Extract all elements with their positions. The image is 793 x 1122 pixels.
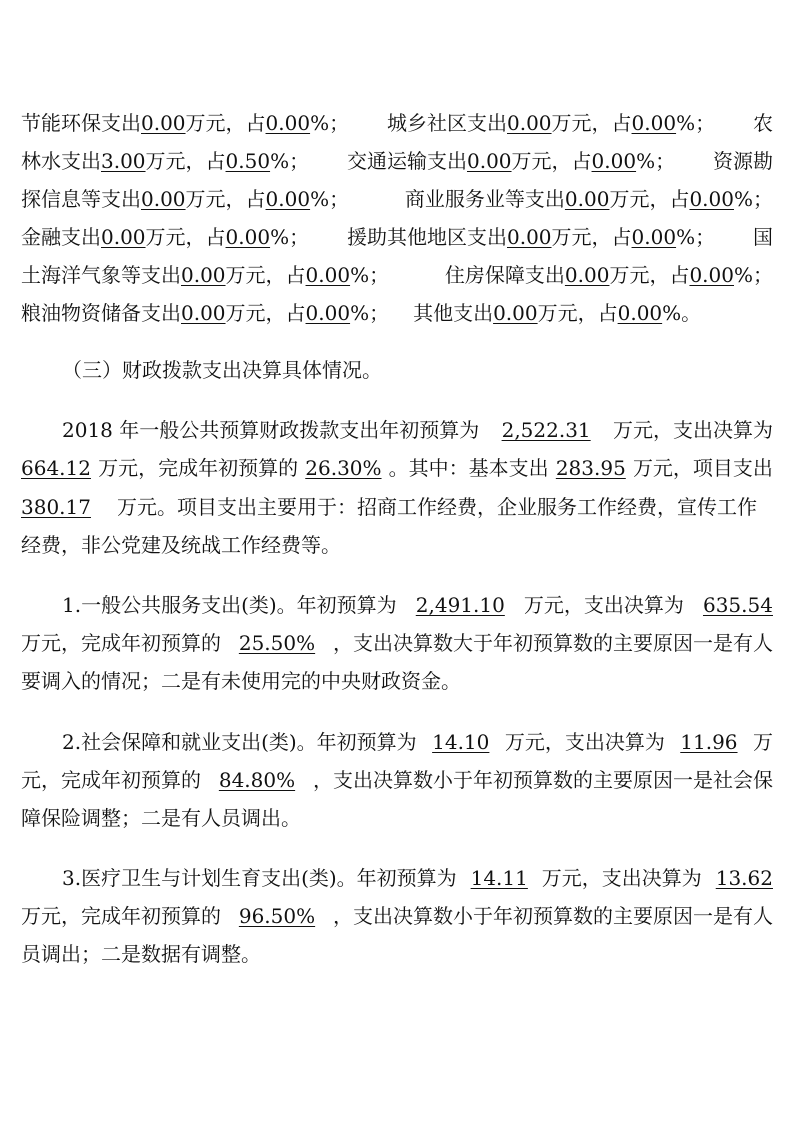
overview-line-2: 664.12 万元，完成年初预算的 26.30% 。其中：基本支出 283.95 万元，项目支出 <box>21 456 773 480</box>
breakdown-line-4 <box>21 224 773 250</box>
breakdown-item: 援助其他地区支出0.00万元，占0.00%； <box>347 225 716 249</box>
breakdown-item: 林水支出3.00万元，占0.50%； <box>21 149 310 173</box>
breakdown-line-6 <box>21 300 773 326</box>
breakdown-item: 商业服务业等支出0.00万元，占0.00%； <box>404 187 773 211</box>
item3-line-1: 3.医疗卫生与计划生育支出(类)。年初预算为 14.11 万元，支出决算为 13.62 <box>62 866 773 890</box>
breakdown-item: 节能环保支出0.00万元，占0.00%； <box>21 111 350 135</box>
item3-line-3: 员调出；二是数据有调整。 <box>21 942 261 966</box>
item3-line-2: 万元，完成年初预算的 96.50% ，支出决算数小于年初预算数的主要原因一是有人 <box>21 904 773 928</box>
breakdown-item: 住房保障支出0.00万元，占0.00%； <box>444 263 773 287</box>
item1-line-2: 万元，完成年初预算的 25.50% ，支出决算数大于年初预算数的主要原因一是有人 <box>21 631 773 655</box>
breakdown-item: 国 <box>753 225 773 249</box>
item1-line-1: 1.一般公共服务支出(类)。年初预算为 2,491.10 万元，支出决算为 635.54 <box>62 593 773 617</box>
breakdown-line-3 <box>21 186 773 212</box>
breakdown-item: 土海洋气象等支出0.00万元，占0.00%； <box>21 263 390 287</box>
overview-line-3: 380.17 万元。项目支出主要用于：招商工作经费，企业服务工作经费，宣传工作 <box>21 495 757 519</box>
item2-line-3: 障保险调整；二是有人员调出。 <box>21 806 301 830</box>
breakdown-item: 其他支出0.00万元，占0.00%。 <box>413 301 702 325</box>
breakdown-line-1 <box>21 110 773 136</box>
breakdown-item: 金融支出0.00万元，占0.00%； <box>21 225 310 249</box>
breakdown-item: 农 <box>753 111 773 135</box>
breakdown-item: 城乡社区支出0.00万元，占0.00%； <box>387 111 716 135</box>
section-heading: （三）财政拨款支出决算具体情况。 <box>62 358 382 382</box>
breakdown-line-5 <box>21 262 773 288</box>
breakdown-line-2 <box>21 148 773 174</box>
breakdown-item: 资源勘 <box>713 149 773 173</box>
overview-line-4: 经费，非公党建及统战工作经费等。 <box>21 533 341 557</box>
overview-line-1: 2018 年一般公共预算财政拨款支出年初预算为 2,522.31 万元，支出决算为 <box>62 418 773 442</box>
breakdown-item: 探信息等支出0.00万元，占0.00%； <box>21 187 350 211</box>
breakdown-item: 交通运输支出0.00万元，占0.00%； <box>347 149 676 173</box>
item2-line-2: 元，完成年初预算的 84.80% ，支出决算数小于年初预算数的主要原因一是社会保 <box>21 768 773 792</box>
item1-line-3: 要调入的情况；二是有未使用完的中央财政资金。 <box>21 669 461 693</box>
item2-line-1-content: 2.社会保障和就业支出(类)。年初预算为 14.10 万元，支出决算为 11.96 万 <box>62 730 773 754</box>
breakdown-item: 粮油物资储备支出0.00万元，占0.00%； <box>21 301 390 325</box>
